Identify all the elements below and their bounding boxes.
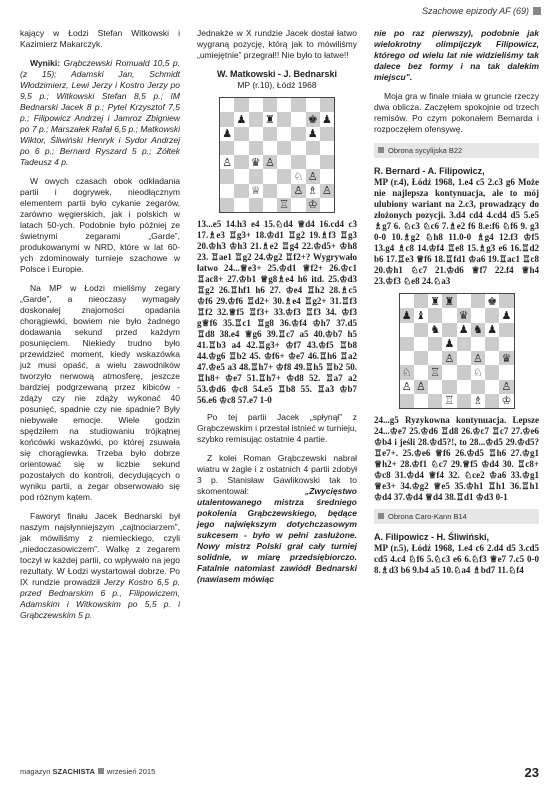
header-square-icon — [533, 7, 541, 15]
board-square — [485, 308, 499, 322]
chess-piece-icon: ♙ — [263, 155, 277, 169]
chess-piece-icon: ♚ — [306, 112, 320, 126]
board-square — [442, 308, 456, 322]
chess-piece-icon: ♞ — [428, 323, 442, 337]
chess-piece-icon: ♙ — [320, 184, 334, 198]
board-square — [291, 198, 305, 212]
board-square — [234, 155, 248, 169]
board-square — [320, 98, 334, 112]
chess-piece-icon: ♜ — [442, 294, 456, 308]
footer-date: wrzesień 2015 — [106, 767, 156, 776]
board-square — [234, 141, 248, 155]
chess-piece-icon: ♟ — [306, 127, 320, 141]
board-square — [263, 198, 277, 212]
board-square — [234, 169, 248, 183]
board-square — [320, 155, 334, 169]
chess-piece-icon: ♛ — [457, 308, 471, 322]
paragraph: kający w Łodzi Stefan Witkowski i Kazimierz Makarczyk. — [20, 28, 180, 49]
chess-piece-icon: ♛ — [499, 351, 513, 365]
opening-name: Obrona Caro-Kann B14 — [388, 512, 467, 521]
board-square — [277, 184, 291, 198]
board-square — [428, 394, 442, 408]
opening-bar — [374, 509, 539, 524]
board-square — [220, 112, 234, 126]
board-square — [306, 98, 320, 112]
chess-board — [399, 293, 515, 409]
board-square — [291, 155, 305, 169]
board-square — [499, 337, 513, 351]
board-square — [263, 141, 277, 155]
chess-piece-icon: ♟ — [320, 112, 334, 126]
board-square — [263, 98, 277, 112]
board-square — [277, 141, 291, 155]
chess-piece-icon: ♔ — [306, 198, 320, 212]
board-square — [414, 394, 428, 408]
paragraph-quote: „Zwycięstwo utalentowanego mistrza średniego pokolenia Grąbczewskiego, będące jego największym dotychczasowym sukcesem - było w pełni zasłużone. Nowy mistrz Polski grał cały turniej solidnie, w miarę przedsiębiorczo. Fatalnie natomiast zawiódł Bednarski (nawiasem mówiąc — [197, 486, 357, 584]
chess-piece-icon: ♕ — [249, 184, 263, 198]
board-square — [485, 394, 499, 408]
column-3 — [374, 28, 539, 582]
chess-piece-icon: ♟ — [442, 337, 456, 351]
game-title: W. Matkowski - J. Bednarski — [216, 69, 338, 79]
board-square — [306, 141, 320, 155]
board-square — [414, 337, 428, 351]
chess-piece-icon: ♖ — [277, 198, 291, 212]
board-square — [320, 127, 334, 141]
game-moves: MP (r.4), Łódź 1968, 1.e4 c5 2.c3 g6 Może nie najlepsza kontynuacja, ale to mój ulubiony wariant na 2.c3, prowadzący do złożonych pozycji. 3.d4 cd4 4.cd4 d5 5.e5 ♗g7 6. ♘c3 ♘c6 7.♗e2 f6 8.e:f6 ♘f6 9. g3 0-0 10.♗g2 ♘h8 11.0-0 ♗g4 12.f3 ♔f5 13.g4 ♗c8 14.♔f4 ♖e8 15.♗g3 e6 16.♖d2 b6 17.♖e3 ♕f6 18.♖fd1 ♔a6 19.♖ac1 ♖c8 20.♔h1 ♘c7 21.♔d6 ♕f7 22.f4 ♕h4 23.♔f3 ♘e8 24.♘a3 — [374, 177, 539, 286]
board-square — [249, 112, 263, 126]
bar-square-icon — [378, 513, 384, 519]
board-square — [471, 380, 485, 394]
chess-piece-icon: ♟ — [220, 127, 234, 141]
footer-brand: SZACHISTA — [52, 767, 95, 776]
board-square — [220, 184, 234, 198]
board-square — [234, 184, 248, 198]
chess-piece-icon: ♟ — [234, 112, 248, 126]
paragraph: Po tej partii Jacek „spłynął” z Grąbczewskim i przestał istnieć w turnieju, szybko remisując ostatnie 4 partie. — [197, 412, 357, 444]
chess-piece-icon: ♙ — [220, 155, 234, 169]
game-title: A. Filipowicz - H. Śliwiński, — [374, 532, 490, 542]
column-1 — [20, 28, 180, 629]
chess-piece-icon: ♗ — [471, 394, 485, 408]
board-square — [485, 380, 499, 394]
board-square — [457, 394, 471, 408]
chess-piece-icon: ♟ — [400, 308, 414, 322]
board-square — [485, 337, 499, 351]
running-header — [422, 6, 541, 16]
opening-name: Obrona sycylijska B22 — [388, 146, 463, 155]
board-square — [471, 337, 485, 351]
board-square — [428, 308, 442, 322]
paragraph: Jednakże w X rundzie Jacek dostał łatwo wygraną pozycję, którą jak to mówiliśmy „umiejętnie” przegrał!! Nie było to łatwe!! — [197, 28, 357, 60]
board-square — [457, 380, 471, 394]
board-square — [457, 365, 471, 379]
chess-piece-icon: ♚ — [485, 294, 499, 308]
board-square — [400, 351, 414, 365]
bar-square-icon — [378, 147, 384, 153]
board-square — [457, 294, 471, 308]
board-square — [263, 169, 277, 183]
paragraph-italic: Jerzy Kostro 6,5 p. przed Bednarskim 6 p., Filipowiczem, Adamskim i Witkowskim po 5,5 p. i Grąbczewskim 5 p. — [20, 577, 180, 620]
footer — [20, 767, 155, 776]
board-square — [400, 394, 414, 408]
page-number: 23 — [524, 765, 539, 780]
board-square — [428, 337, 442, 351]
board-square — [249, 141, 263, 155]
board-square — [428, 380, 442, 394]
chess-piece-icon: ♔ — [499, 394, 513, 408]
footer-square-icon — [98, 768, 104, 774]
chess-piece-icon: ♙ — [400, 380, 414, 394]
board-square — [249, 98, 263, 112]
board-square — [499, 365, 513, 379]
board-square — [291, 112, 305, 126]
board-square — [277, 127, 291, 141]
results-text: Grąbczewski Romuald 10,5 p. (z 15); Adamski Jan, Schmidt Włodzimierz, Lewi Jerzy i Kostro Jerzy po 9,5 p.; Witkowski Stefan 8,5 p.; IM Bednarski Jacek 8 p.; Pytel Krzysztof 7,5 p.; Filipowicz Andrzej i Jamroz Zbigniew po 7 p.; Marszałek Rafał 6,5 p.; Matkowski Wiktor, Śliwiński Henryk i Sydor Andrzej po 6 p.; Bernard Ryszard 5 p.; Żółtek Tadeusz 4 p. — [20, 58, 180, 167]
chess-piece-icon: ♘ — [471, 365, 485, 379]
board-square — [442, 380, 456, 394]
game-moves: 13...e5 14.h3 e4 15.♘d4 ♕d4 16.cd4 c3 17.♗e3 ♖g3+ 18.♔d1 ♖g2 19.♗f3 ♖g3 20.♔h3 ♔h3 21.♗e2 ♖g4 22.♔d5+ ♔h8 23. ♖ae1 ♖g2 24.♔g2 ♖f2+? Wygrywało łatwo 24...♕e3+ 25.♔d1 ♕f2+ 26.♔c1 ♖ac8+ 27.♔b1 ♕g8♗e4 h6 itd. 25.♔d3 ♖g2 26.♖hf1 h6 27. ♔e4 ♖h2 28.♗c5 ♔f6 29.♔f6 ♖d2+ 30.♗e4 ♖g2+ 31.♖f3 ♖f2 32.♕f5 ♖f3+ 33.♔f3 ♖f3 34. ♔f3 g♕f6 35.♖c1 ♖g8 36.♔f4 ♔h7 37.d5 ♖d8 38.e4 ♕g6 39.♖c7 a5 40.♔b7 h5 41.♖b3 a4 42.♖g3+ ♔f7 43.♔f5 ♖b8 44.♔g6 ♖b2 45. ♔f6+ ♔e7 46.♖h6 ♖a2 47.♔e5 a3 48.♖h7+ ♔f8 49.♖h5 ♖b2 50. ♖h8+ ♔e7 51.♖h7+ ♔d8 52. ♖a7 a2 53.♔d6 ♔c8 54.e5 ♖b8 55. ♖a3 ♔b7 56.e6 ♔c8 57.e7 1-0 — [197, 219, 357, 405]
chess-piece-icon: ♟ — [457, 323, 471, 337]
chess-piece-icon: ♛ — [249, 155, 263, 169]
chess-piece-icon: ♗ — [306, 184, 320, 198]
paragraph-text: Faworyt finału Jacek Bednarski był naszym najsłynniejszym „cajtnociarzem”, jak mówiliśmy z niemieckiego, czyli „niedoczasowiczem”. Walkę z zegarem toczył w każdej partii, co wpływało na jego rezultaty. W Łodzi wystartował dobrze. Po IX rundzie prowadził — [20, 511, 180, 587]
paragraph-quote: nie po raz pierwszy), podobnie jak wielokrotny olimpijczyk Filipowicz, którego od wielu lat nie widzieliśmy tak dalece bez formy i na tak dalekim miejscu”. — [374, 28, 539, 82]
board-square — [234, 127, 248, 141]
board-square — [414, 294, 428, 308]
board-square — [442, 323, 456, 337]
results-label: Wyniki: — [30, 58, 61, 68]
board-square — [320, 198, 334, 212]
board-square — [291, 127, 305, 141]
chess-piece-icon: ♙ — [471, 351, 485, 365]
board-square — [400, 337, 414, 351]
chess-piece-icon: ♙ — [499, 380, 513, 394]
board-square — [442, 365, 456, 379]
board-square — [320, 169, 334, 183]
paragraph — [197, 453, 357, 585]
chess-piece-icon: ♙ — [291, 184, 305, 198]
chess-piece-icon: ♘ — [291, 169, 305, 183]
board-square — [414, 323, 428, 337]
board-square — [428, 351, 442, 365]
board-square — [306, 155, 320, 169]
game-moves: MP (r.5), Łódź 1968, 1.e4 c6 2.d4 d5 3.cd5 cd5 4.c4 ♘f6 5.♘c3 e6 6.♘f3 ♕e7 7.c5 0-0 8.♗d3 b6 9.b4 a5 10.♘a4 ♗bd7 11.♘f4 — [374, 543, 539, 575]
chess-piece-icon: ♖ — [442, 394, 456, 408]
board-square — [234, 98, 248, 112]
board-square — [400, 323, 414, 337]
board-square — [320, 141, 334, 155]
board-square — [499, 323, 513, 337]
board-square — [414, 351, 428, 365]
paragraph: Na MP w Łodzi mieliśmy zegary „Garde”, a nieoczasy wymagały doskonałej znajomości opadania chorągiewki, bowiem nie było żadnego dodawania sekund przed każdym posunięciem. Niekiedy trudno było przewidzieć moment, kiedy wskazówka już musi opaść, a wielu zawodników tworzyło nerwową atmosferę, jeszcze bardziej podgrzewaną przez kibiców - zdąży czy nie zdąży wykonać 40 posunięć, spadnie czy nie spadnie? Były niebywałe emocje. Wiele godzin spędziłem na studiowaniu trójkątnej końcówki wskazówki, po której zsuwała się chorągiewka. Trzeba było dobrze orientować się w liczbie sekund pozostałych do kontroli, decydujących o wyniku partii, a zegar obserwowało się pod różnym kątem. — [20, 283, 180, 502]
chess-piece-icon: ♜ — [263, 112, 277, 126]
chess-piece-icon: ♙ — [442, 351, 456, 365]
results-paragraph — [20, 58, 180, 168]
board-square — [457, 337, 471, 351]
chess-piece-icon: ♝ — [414, 308, 428, 322]
board-square — [277, 112, 291, 126]
chess-piece-icon: ♟ — [499, 308, 513, 322]
chess-piece-icon: ♟ — [485, 323, 499, 337]
board-square — [485, 351, 499, 365]
chess-piece-icon: ♞ — [471, 323, 485, 337]
chess-piece-icon: ♙ — [306, 169, 320, 183]
paragraph-text: Z kolei Roman Grąbczewski nabrał wiatru w żagle i z ostatnich 4 partii zdobył 3 p. Stanisław Gawlikowski tak to skomentował: — [197, 453, 357, 496]
board-square — [220, 169, 234, 183]
board-square — [234, 198, 248, 212]
footer-magazine: magazyn — [20, 767, 51, 776]
chess-board — [219, 97, 335, 213]
header-title: Szachowe epizody AF (69) — [421, 6, 529, 16]
board-square — [414, 365, 428, 379]
board-square — [499, 294, 513, 308]
game-title: R. Bernard - A. Filipowicz, — [374, 166, 485, 176]
board-square — [457, 351, 471, 365]
board-square — [249, 169, 263, 183]
board-square — [291, 141, 305, 155]
game-moves: 24...g5 Ryzykowna kontynuacja. Lepsze 24...♔e7 25.♔d6 ♖d8 26.♔c7 ♖c7 27.♔e6 ♔b4 i jeśli 28.♔d5?!, to 28...♔d5 29.♔d5? ♖e7+. 25.♔e6 ♕f6 26.♔d5 ♖h6 27.♔g1 ♕h2+ 28.♔f1 ♘c7 29.♕f5 ♔d4 30. ♖c8+ ♔c8 31.♔d4 ♕f4 32. ♘ce2 ♔a6 33.♔g1 ♕e3+ 34.♔g2 ♕e5 35.♔h1 ♖h1 36.♖h1 ♔d4 37.♔d4 ♕d4 38.♖d1 ♔d3 0-1 — [374, 415, 539, 502]
board-square — [471, 294, 485, 308]
chess-piece-icon: ♙ — [414, 380, 428, 394]
paragraph: W owych czasach obok odkładania partii i dogrywek, nieodłącznym elementem partii było cykanie zegarów, zarówno węgierskich, jak i polskich w latach 50-ych. Podobnie było później ze świetnymi zegarami „Garde”, produkowanymi w NRD, które w lat 60-ych zdominowały turnieje szachowe w Polsce i Europie. — [20, 176, 180, 274]
chess-piece-icon: ♖ — [428, 365, 442, 379]
board-square — [277, 155, 291, 169]
board-square — [277, 169, 291, 183]
board-square — [220, 141, 234, 155]
board-square — [263, 184, 277, 198]
board-square — [400, 294, 414, 308]
board-square — [220, 98, 234, 112]
chess-piece-icon: ♘ — [400, 365, 414, 379]
board-square — [471, 308, 485, 322]
opening-bar — [374, 143, 539, 158]
board-square — [249, 198, 263, 212]
board-square — [263, 127, 277, 141]
game-subtitle: MP (r.10), Łódź 1968 — [237, 80, 317, 90]
board-square — [485, 365, 499, 379]
paragraph — [20, 511, 180, 621]
chess-piece-icon: ♜ — [428, 294, 442, 308]
column-2 — [197, 28, 357, 593]
board-square — [220, 198, 234, 212]
paragraph: Moja gra w finale miała w gruncie rzeczy dwa oblicza. Zaczęłem spokojnie od trzech remisów. Po czym pokonałem Bernarda i rozpoczęłem ofensywę. — [374, 91, 539, 134]
board-square — [291, 98, 305, 112]
board-square — [249, 127, 263, 141]
board-square — [277, 98, 291, 112]
